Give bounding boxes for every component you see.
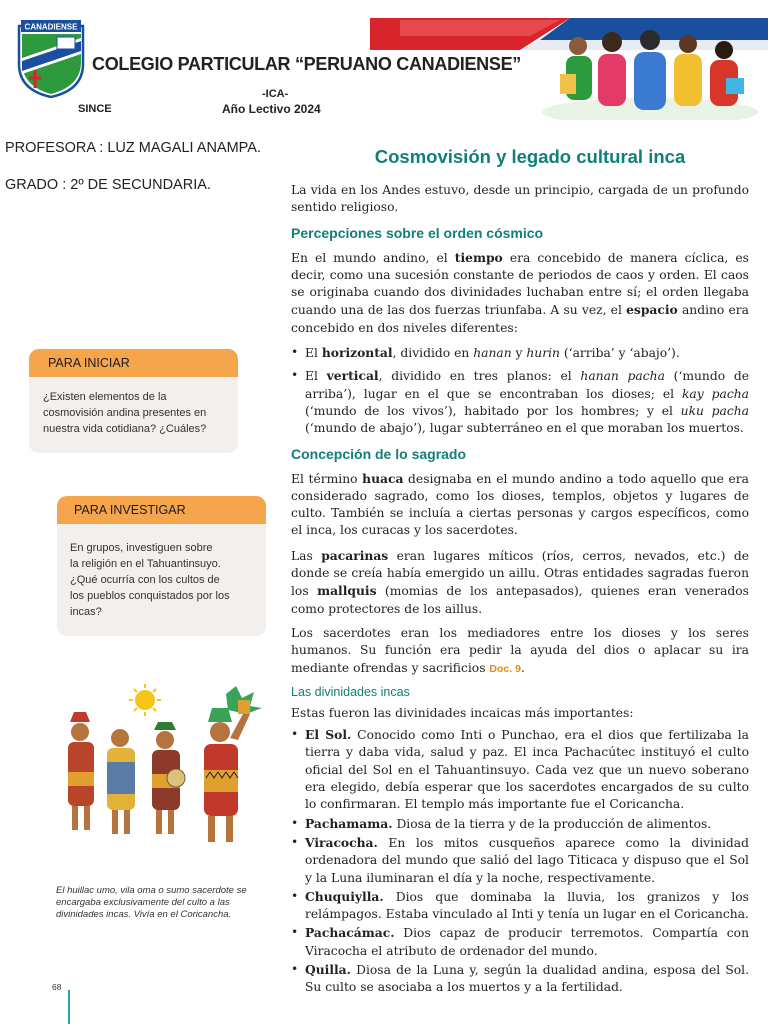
bullet-icon: • <box>291 961 299 976</box>
section-heading-orden-cosmico: Percepciones sobre el orden cósmico <box>291 224 544 241</box>
bullet-icon: • <box>291 925 299 940</box>
grade-level: GRADO : 2º DE SECUNDARIA. <box>5 177 211 193</box>
page-title: Cosmovisión y legado cultural inca <box>374 146 686 167</box>
intro-paragraph: La vida en los Andes estuvo, desde un principio, cargada de un profundo sentido religioso. <box>291 183 749 215</box>
para-iniciar-box <box>29 349 238 453</box>
sun-icon <box>129 684 161 716</box>
list-item: • El horizontal, dividido en hanan y hurin (‘arriba’ y ‘abajo’). <box>291 345 680 361</box>
list-item: • El Sol. Conocido como Inti o Punchao, era el dios que fertilizaba la tierra y daba vida, salud y paz. El inca Pachacútec instituyó el culto oficial del Sol en el Tahuantinsuyo. Cada vez que un nuevo soberano era elegido, debía esperar que los sacerdotes encargados de su culto lo confirmaran. El templo más importante fue el Coricancha. <box>291 727 749 812</box>
bullet-icon: • <box>291 368 299 383</box>
page-number: 68 <box>52 982 62 992</box>
students-photo <box>540 22 760 120</box>
doc-reference-link[interactable]: Doc. 9 <box>489 662 521 675</box>
priest-figure <box>68 712 94 830</box>
paragraph-tiempo-espacio: En el mundo andino, el tiempo era concebido de manera cíclica, es decir, como una sucesión constante de periodos de caos y orden. El caos se originaba cuando dos divinidades luchaban entre sí; el orden llegaba cuando una de las dos fuerzas triunfaba. A su vez, el espacio andino era concebido en dos niveles diferentes: <box>291 249 749 335</box>
priest-figure <box>204 700 250 842</box>
bullet-icon: • <box>291 834 299 849</box>
page-header <box>0 0 768 122</box>
para-iniciar-heading: PARA INICIAR <box>29 349 238 377</box>
paragraph-divinidades-intro: Estas fueron las divinidades incaicas más importantes: <box>291 705 634 720</box>
list-item: • Viracocha. En los mitos cusqueños aparece como la divinidad ordenadora del mundo que salió del lago Titicaca y dispuso que el Sol y la Luna iluminaran el día y la noche, respectivamente. <box>291 834 749 885</box>
school-crest-logo <box>17 18 85 98</box>
inca-priests-illustration <box>50 682 268 860</box>
list-item: • Chuquiylla. Dios que dominaba la lluvia, los granizos y los relámpagos. Estaba vinculado al Inti y tenía un lugar en el Coricancha. <box>291 888 749 922</box>
section-heading-sagrado: Concepción de lo sagrado <box>291 445 467 462</box>
para-iniciar-text: ¿Existen elementos de la cosmovisión andina presentes en nuestra vida cotidiana? ¿Cuáles? <box>43 391 207 435</box>
list-item: • El vertical, dividido en tres planos: el hanan pacha (‘mundo de arriba’), lugar en el que se encontraban los dioses; el kay pacha (‘mundo de los vivos’), habitado por los hombres; y el uku pacha (‘mundo de abajo’), lugar subterráneo en el que moraban los muertos. <box>291 368 750 436</box>
school-name: COLEGIO PARTICULAR “PERUANO CANADIENSE” <box>92 54 521 74</box>
para-investigar-box <box>57 496 266 636</box>
school-year: Año Lectivo 2024 <box>222 102 321 116</box>
paragraph-sacerdotes: Los sacerdotes eran los mediadores entre los dioses y los seres humanos. Su función era pedir la ayuda del dios o aplacar su ira mediante ofrendas y sacrificios Doc. 9. <box>291 625 749 675</box>
para-investigar-heading: PARA INVESTIGAR <box>57 496 266 524</box>
list-item: • Quilla. Diosa de la Luna y, según la dualidad andina, esposa del Sol. Su culto se asociaba a los muertos y a la fertilidad. <box>291 961 749 995</box>
bullet-icon: • <box>291 727 299 742</box>
city-label: -ICA- <box>262 88 289 100</box>
bullet-icon: • <box>291 815 299 830</box>
paragraph-huaca: El término huaca designaba en el mundo andino a todo aquello que era considerado sagrado, como los dioses, templos, objetos y lugares de culto. También se incluía a ciertas personas y cargos específicos, como el inca, los curacas y los sacerdotes. <box>291 470 749 538</box>
paragraph-pacarinas: Las pacarinas eran lugares míticos (ríos, cerros, nevados, etc.) de donde se creía había emergido un aillu. Otras entidades sagradas fueron los mallquis (momias de los antepasados), quienes eran venerados como protectores de los aillus. <box>291 547 749 616</box>
teacher-name: PROFESORA : LUZ MAGALI ANAMPA. <box>5 140 261 156</box>
para-investigar-text: En grupos, investiguen sobre la religión en el Tahuantinsuyo. ¿Qué ocurría con los cultos de los pueblos conquistados por los incas? <box>70 542 230 618</box>
margin-rule <box>68 990 70 1024</box>
list-item: • Pachamama. Diosa de la tierra y de la producción de alimentos. <box>291 815 712 831</box>
logo-text: CANADIENSE <box>24 22 78 32</box>
bullet-icon: • <box>291 888 299 903</box>
list-item: • Pachacámac. Dios capaz de producir terremotos. Compartía con Viracocha el atributo de ordenador del mundo. <box>291 925 749 958</box>
section-heading-divinidades: Las divinidades incas <box>291 684 410 699</box>
since-label: SINCE <box>78 103 112 115</box>
illustration-caption: El huillac umo, vila oma o sumo sacerdote se encargaba exclusivamente del culto a las divinidades incas. Vivía en el Coricancha. <box>56 885 247 920</box>
main-article <box>291 146 749 998</box>
priest-figure <box>152 722 185 834</box>
bullet-icon: • <box>291 345 299 360</box>
priest-figure <box>107 729 135 834</box>
